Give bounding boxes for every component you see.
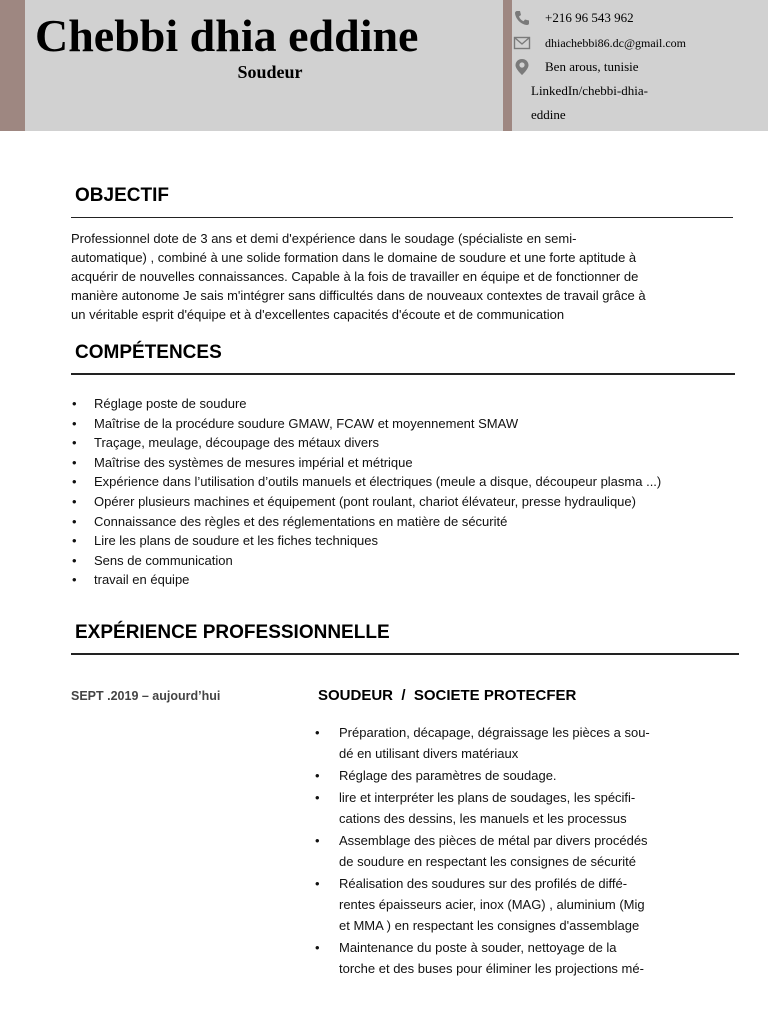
skill-item: • Opérer plusieurs machines et équipement (pont roulant, chariot élévateur, presse hydraulique) — [70, 492, 750, 512]
phone-text: +216 96 543 962 — [545, 10, 634, 25]
contact-email — [513, 34, 686, 52]
task-line: • lire et interpréter les plans de soudages, les spécifi- — [339, 790, 636, 805]
task-line: dé en utilisant divers matériaux — [339, 746, 519, 761]
skill-item: • Connaissance des règles et des réglementations en matière de sécurité — [70, 512, 750, 532]
section-rule-competences — [71, 373, 735, 375]
experience-task-list — [313, 722, 673, 980]
objectif-line: acquérir de nouvelles connaissances. Capable à la fois de travailler en équipe et de fonctionner de — [71, 269, 639, 284]
skill-item: • Sens de communication — [70, 551, 750, 571]
envelope-icon — [513, 34, 531, 52]
task-item — [313, 722, 673, 764]
skill-item: • Lire les plans de soudure et les fiches techniques — [70, 531, 750, 551]
contact-phone — [513, 9, 634, 27]
task-line: rentes épaisseurs acier, inox (MAG) , aluminium (Mig — [339, 897, 645, 912]
candidate-name: Chebbi dhia eddine — [35, 10, 419, 61]
contact-address — [513, 58, 639, 76]
task-line: • Préparation, décapage, dégraissage les pièces a sou- — [339, 725, 650, 740]
skill-item: • Maîtrise des systèmes de mesures impérial et métrique — [70, 453, 750, 473]
task-line: et MMA ) en respectant les consignes d'assemblage — [339, 918, 640, 933]
section-title-experience: EXPÉRIENCE PROFESSIONNELLE — [75, 622, 390, 643]
task-item — [313, 937, 673, 979]
objectif-line: manière autonome Je sais m'intégrer sans difficultés dans de nouveaux contextes de travail grâce à — [71, 288, 646, 303]
skill-item: • Traçage, meulage, découpage des métaux divers — [70, 433, 750, 453]
section-title-objectif: OBJECTIF — [75, 185, 169, 206]
skill-item: • Expérience dans l’utilisation d’outils manuels et électriques (meule a disque, découpeur plasma ...) — [70, 472, 750, 492]
task-line: • Maintenance du poste à souder, nettoyage de la — [339, 940, 617, 955]
task-line: de soudure en respectant les consignes de sécurité — [339, 854, 637, 869]
task-line: • Réglage des paramètres de soudage. — [339, 768, 557, 783]
skill-item: • Réglage poste de soudure — [70, 394, 750, 414]
objectif-paragraph — [71, 229, 711, 324]
objectif-line: Professionnel dote de 3 ans et demi d'expérience dans le soudage (spécialiste en semi- — [71, 231, 577, 246]
experience-role: SOUDEUR / SOCIETE PROTECFER — [318, 687, 577, 704]
experience-date: SEPT .2019 – aujourd’hui — [71, 689, 221, 703]
section-rule-objectif — [71, 217, 733, 218]
task-line: • Réalisation des soudures sur des profilés de diffé- — [339, 876, 628, 891]
task-item — [313, 765, 673, 786]
email-text: dhiachebbi86.dc@gmail.com — [545, 35, 687, 50]
skill-item: • travail en équipe — [70, 570, 750, 590]
objectif-line: un véritable esprit d'équipe et à d'excellentes capacités d'écoute et de communication — [71, 307, 565, 322]
skill-item: • Maîtrise de la procédure soudure GMAW, FCAW et moyennement SMAW — [70, 414, 750, 434]
section-rule-experience — [71, 653, 739, 655]
address-text: Ben arous, tunisie — [545, 59, 639, 74]
skills-list — [70, 394, 750, 590]
phone-icon — [513, 9, 531, 27]
objectif-line: automatique) , combiné à une solide formation dans le domaine de soudure et une forte aptitude à — [71, 250, 637, 265]
task-item — [313, 873, 673, 936]
task-item — [313, 787, 673, 829]
task-line: • Assemblage des pièces de métal par divers procédés — [339, 833, 648, 848]
linkedin-line-1: LinkedIn/chebbi-dhia- — [531, 83, 648, 98]
map-pin-icon — [513, 58, 531, 76]
section-title-competences: COMPÉTENCES — [75, 342, 222, 363]
task-item — [313, 830, 673, 872]
task-line: cations des dessins, les manuels et les processus — [339, 811, 627, 826]
linkedin-line-2: eddine — [531, 107, 566, 122]
task-line: torche et des buses pour éliminer les projections mé- — [339, 961, 644, 976]
job-title: Soudeur — [237, 62, 303, 82]
